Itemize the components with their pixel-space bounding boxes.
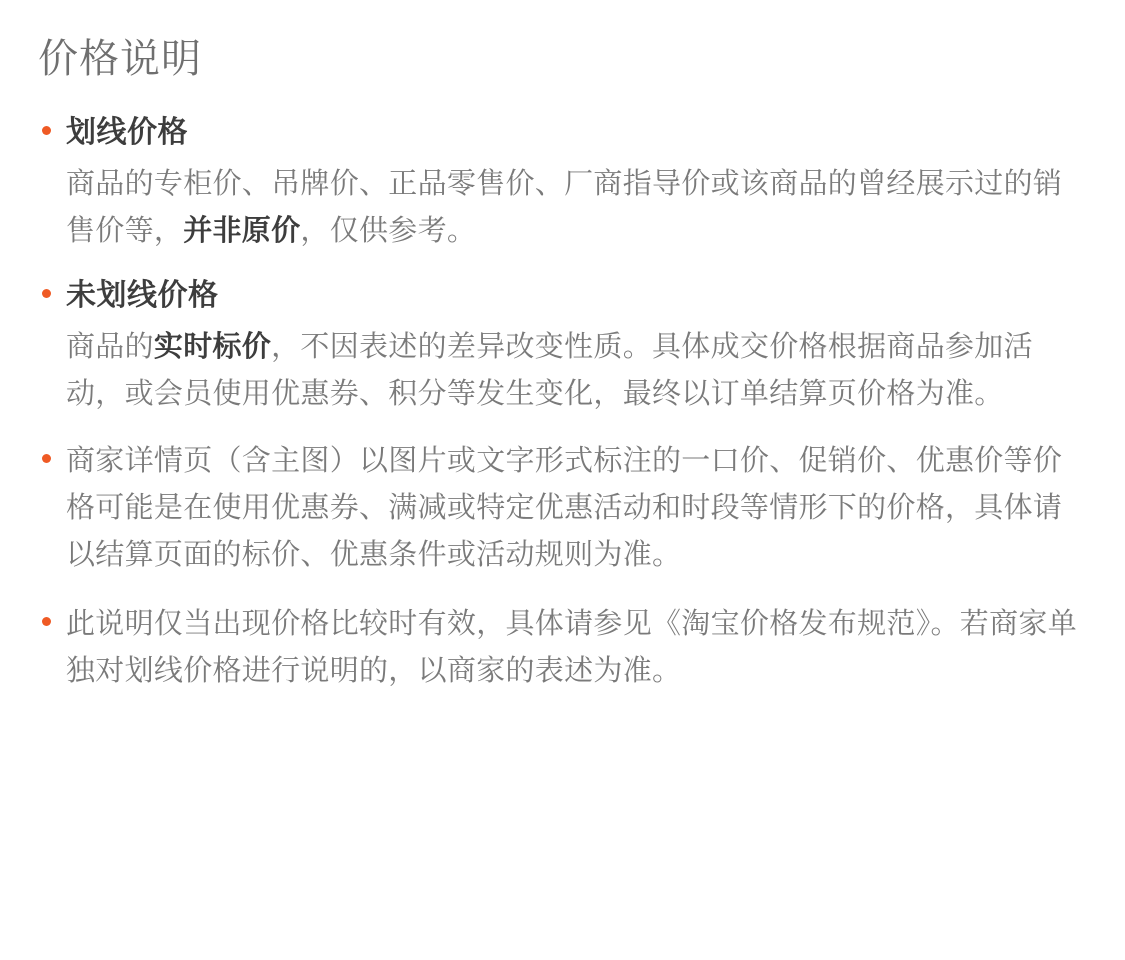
section-non-strikethrough-price [38, 273, 1085, 418]
section-strikethrough-price [38, 110, 1085, 255]
section-price-comparison-note [38, 601, 1085, 695]
bullet-icon [42, 617, 51, 626]
section-merchant-detail-page-note [38, 438, 1085, 579]
section-body: 商家详情页（含主图）以图片或文字形式标注的一口价、促销价、优惠价等价格可能是在使用优惠券、满减或特定优惠活动和时段等情形下的价格，具体请以结算页面的标价、优惠条件或活动规则为准。 [66, 444, 1063, 571]
section-body: 此说明仅当出现价格比较时有效，具体请参见《淘宝价格发布规范》。若商家单独对划线价格进行说明的，以商家的表述为准。 [66, 607, 1078, 687]
section-heading: 未划线价格 [66, 278, 219, 312]
bullet-icon [42, 289, 51, 298]
bullet-icon [42, 454, 51, 463]
section-heading: 划线价格 [66, 116, 188, 149]
page-title: 价格说明 [38, 37, 202, 81]
bullet-icon [42, 126, 51, 135]
section-body: 商品的实时标价，不因表述的差异改变性质。具体成交价格根据商品参加活动，或会员使用优惠券、积分等发生变化，最终以订单结算页价格为准。 [66, 330, 1033, 410]
section-body: 商品的专柜价、吊牌价、正品零售价、厂商指导价或该商品的曾经展示过的销售价等，并非原价，仅供参考。 [66, 168, 1063, 247]
